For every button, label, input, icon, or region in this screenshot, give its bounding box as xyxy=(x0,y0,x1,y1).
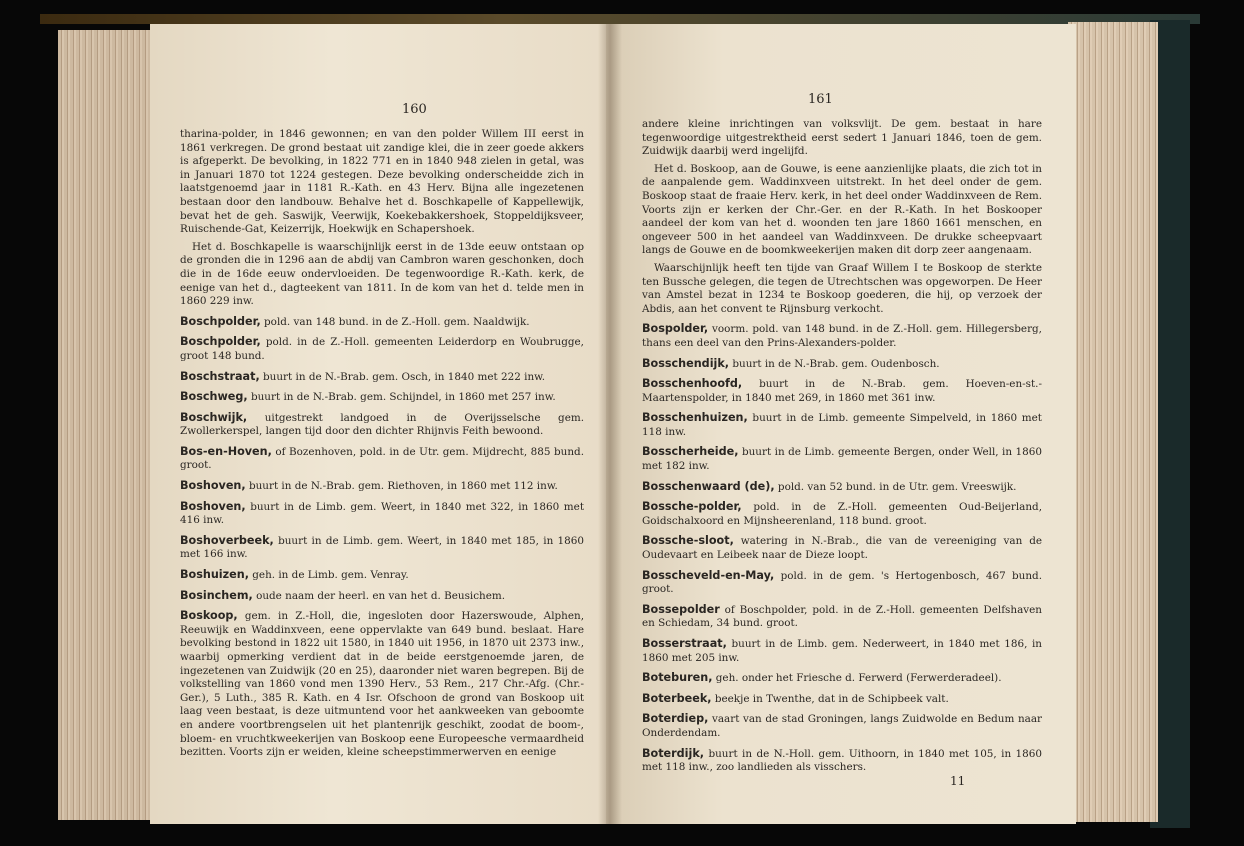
entry-headword: Bosschenhuizen, xyxy=(642,411,748,425)
entry-text: beekje in Twenthe, dat in de Schipbeek valt. xyxy=(714,692,949,705)
left-page xyxy=(150,24,608,824)
entry-text: Het d. Boskoop, aan de Gouwe, is eene aanzienlijke plaats, die zich tot in de aanpalende gem. Waddinxveen uitstrekt. In het deel onder de gem. Boskoop staat de fraaie Herv. kerk, in het deel onder Waddinxveen de Rem. Voorts zijn er kerken der Chr.-Ger. en der R.-Kath. In het Boskooper aandeel der kom van het d. woonden ten jare 1860 1661 menschen, en ongeveer 500 in het aandeel van Waddinxveen. De drukke scheepvaart langs de Gouwe en de boomkweekerijen maken dit dorp zeer aangenaam. xyxy=(642,162,1042,257)
right-page-edges xyxy=(1068,22,1158,822)
paragraph xyxy=(180,128,584,237)
entry-text: buurt in de N.-Brab. gem. Oudenbosch. xyxy=(732,357,940,370)
entry-headword: Bossche-polder, xyxy=(642,500,742,514)
dictionary-entry xyxy=(642,445,1042,473)
entry-text: geh. in de Limb. gem. Venray. xyxy=(252,569,409,582)
dictionary-entry xyxy=(180,390,584,405)
entry-headword: Boshoven, xyxy=(180,479,246,493)
entry-headword: Boskoop, xyxy=(180,609,238,623)
entry-text: of Boschpolder, pold. in de Z.-Holl. gemeenten Delfshaven en Schiedam, 34 bund. groot. xyxy=(642,603,1042,630)
page-number: 161 xyxy=(808,92,833,107)
signature-mark: 11 xyxy=(950,774,966,788)
dictionary-entry xyxy=(642,603,1042,631)
entry-text: pold. in de gem. 's Hertogenbosch, 467 bund. groot. xyxy=(642,569,1042,596)
entry-text: vaart van de stad Groningen, langs Zuidwolde en Bedum naar Onderdendam. xyxy=(642,713,1042,739)
entry-text: buurt in de N.-Brab. gem. Hoeven-en-st.-Maartenspolder, in 1840 met 269, in 1860 met 361 inw. xyxy=(642,378,1042,404)
book-gutter xyxy=(598,24,622,824)
dictionary-entry xyxy=(642,534,1042,562)
dictionary-entry xyxy=(180,479,584,494)
entry-headword: Boshuizen, xyxy=(180,568,249,582)
entry-headword: Boschstraat, xyxy=(180,369,260,383)
entry-text: buurt in de N.-Holl. gem. Uithoorn, in 1840 met 105, in 1860 met 118 inw., zoo landlieden als visschers. xyxy=(642,747,1042,774)
entry-text: buurt in de N.-Brab. gem. Riethoven, in 1860 met 112 inw. xyxy=(248,480,558,493)
paragraph xyxy=(642,163,1042,258)
dictionary-entry xyxy=(180,370,584,385)
dictionary-entry xyxy=(180,445,584,473)
entry-text: voorm. pold. van 148 bund. in de Z.-Holl. gem. Hillegersberg, thans een deel van den Prins-Alexanders-polder. xyxy=(642,323,1042,349)
entry-headword: Bossche-sloot, xyxy=(642,534,734,548)
dictionary-entry xyxy=(642,569,1042,597)
entry-headword: Bosschenhoofd, xyxy=(642,377,743,391)
entry-text: buurt in de N.-Brab. gem. Osch, in 1840 met 222 inw. xyxy=(263,370,546,383)
entry-text: buurt in de Limb. gemeente Bergen, onder Well, in 1860 met 182 inw. xyxy=(642,446,1042,473)
entry-text: pold. in de Z.-Holl. gemeenten Leiderdorp en Woubrugge, groot 148 bund. xyxy=(180,336,584,362)
paragraph xyxy=(180,241,584,309)
left-page-edges xyxy=(58,30,158,820)
entry-text: oude naam der heerl. en van het d. Beusichem. xyxy=(256,589,506,602)
entry-headword: Bosserstraat, xyxy=(642,637,727,650)
entry-text: Het d. Boschkapelle is waarschijnlijk eerst in de 13de eeuw ontstaan op de gronden die in 1296 aan de abdij van Cambron waren geschonken, doch die in de 16de eeuw ondervloeiden. De tegenwoordige R.-Kath. kerk, de eenige van het d., dagteekent van 1811. In de kom van het d. telde men in 1860 229 inw. xyxy=(180,240,584,308)
right-page-text xyxy=(642,118,1042,779)
entry-headword: Bospolder, xyxy=(642,322,709,336)
entry-text: tharina-polder, in 1846 gewonnen; en van den polder Willem III eerst in 1861 verkregen. De grond bestaat uit zandige klei, die in zeer goede akkers is afgeperkt. De bevolking, in 1822 771 en in 1840 948 zielen in getal, was in Januari 1870 tot 1224 gestegen. Deze bevolking onderscheidde zich in laatstgenoemd jaar in 1181 R.-Kath. en 43 Herv. Bijna alle ingezetenen bestaan door den landbouw. Behalve het d. Boschkapelle of Kappellewijk, bevat het de geh. Saswijk, Veerwijk, Koekebakkershoek, Stoppeldijksveer, Ruischende-Gat, Keizerrijk, Hoekwijk en Schapershoek. xyxy=(180,128,584,236)
entry-text: andere kleine inrichtingen van volksvlijt. De gem. bestaat in hare tegenwoordige uitgestrektheid eerst sedert 1 Januari 1846, toen de gem. Zuidwijk daarbij werd ingelijfd. xyxy=(642,118,1042,158)
dictionary-entry xyxy=(642,747,1042,775)
dictionary-entry xyxy=(642,692,1042,707)
dictionary-entry xyxy=(642,671,1042,686)
dictionary-entry xyxy=(642,322,1042,350)
page-number: 160 xyxy=(402,102,427,117)
entry-headword: Bosscheveld-en-May, xyxy=(642,568,775,582)
entry-text: uitgestrekt landgoed in de Overijsselsche gem. Zwollerkerspel, langen tijd door den dichter Rhijnvis Feith bewoond. xyxy=(180,411,584,438)
entry-text: buurt in de Limb. gem. Weert, in 1840 met 185, in 1860 met 166 inw. xyxy=(180,534,584,561)
entry-headword: Boterdiep, xyxy=(642,712,709,726)
dictionary-entry xyxy=(180,411,584,439)
entry-text: pold. in de Z.-Holl. gemeenten Oud-Beijerland, Goidschalxoord en Mijnsheerenland, 118 bund. groot. xyxy=(642,501,1042,527)
entry-headword: Boterdijk, xyxy=(642,746,705,760)
entry-text: Waarschijnlijk heeft ten tijde van Graaf Willem I te Boskoop de sterkte ten Bussche gelegen, die tegen de Utrechtschen was opgeworpen. De Heer van Amstel bezat in 1234 te Boskoop goederen, die hij, op verzoek der Abdis, aan het convent te Rijnsburg verkocht. xyxy=(642,261,1042,315)
paragraph xyxy=(642,118,1042,159)
entry-headword: Boschweg, xyxy=(180,390,248,404)
entry-headword: Boterbeek, xyxy=(642,691,712,705)
dictionary-entry xyxy=(180,500,584,528)
entry-text: buurt in de Limb. gem. Weert, in 1840 met 322, in 1860 met 416 inw. xyxy=(180,500,584,527)
entry-headword: Bosschenwaard (de), xyxy=(642,479,775,493)
dictionary-entry xyxy=(180,589,584,604)
book-cover-top xyxy=(40,14,1200,24)
entry-headword: Boshoverbeek, xyxy=(180,533,274,547)
entry-headword: Bosinchem, xyxy=(180,588,253,602)
entry-text: pold. van 148 bund. in de Z.-Holl. gem. Naaldwijk. xyxy=(264,315,530,328)
entry-headword: Bosscherheide, xyxy=(642,445,739,459)
entry-headword: Bos-en-Hoven, xyxy=(180,444,272,458)
entry-text: of Bozenhoven, pold. in de Utr. gem. Mijdrecht, 885 bund. groot. xyxy=(180,445,584,472)
entry-text: buurt in de Limb. gem. Nederweert, in 1840 met 186, in 1860 met 205 inw. xyxy=(642,638,1042,664)
left-page-text xyxy=(180,128,584,764)
dictionary-entry xyxy=(642,712,1042,740)
dictionary-entry xyxy=(180,568,584,583)
dictionary-entry xyxy=(180,609,584,760)
entry-headword: Boschwijk, xyxy=(180,410,248,424)
entry-text: geh. onder het Friesche d. Ferwerd (Ferwerderadeel). xyxy=(715,672,1002,685)
entry-headword: Boshoven, xyxy=(180,499,246,513)
right-page xyxy=(606,24,1076,824)
dictionary-entry xyxy=(642,480,1042,495)
dictionary-entry xyxy=(642,500,1042,528)
entry-text: pold. van 52 bund. in de Utr. gem. Vreeswijk. xyxy=(777,480,1017,493)
dictionary-entry xyxy=(642,377,1042,405)
dictionary-entry xyxy=(642,357,1042,372)
entry-text: gem. in Z.-Holl, die, ingesloten door Hazerswoude, Alphen, Reeuwijk en Waddinxveen, eene oppervlakte van 649 bund. beslaat. Hare bevolking bestond in 1822 uit 1580, in 1840 uit 1956, in 1870 uit 2373 inw., waarbij opmerking verdient dat in de beide eerstgenoemde jaren, de ingezetenen van Zuidwijk (20 en 25), daaronder niet waren begrepen. Bij de volkstelling van 1860 vond men 1390 Herv., 53 Rem., 217 Chr.-Afg. (Chr.-Ger.), 5 Luth., 385 R. Kath. en 4 Isr. Ofschoon de grond van Boskoop uit laag veen bestaat, is deze uitmuntend voor het aankweeken van geboomte en andere voortbrengselen uit het plantenrijk geschikt, zoodat de boom-, bloem- en vruchtkweekerijen van Boskoop eene Europeesche vermaardheid bezitten. Voorts zijn er weiden, kleine scheepstimmerwerven en eenige xyxy=(180,610,585,759)
dictionary-entry xyxy=(180,335,584,363)
entry-headword: Boschpolder, xyxy=(180,335,261,349)
entry-text: buurt in de Limb. gemeente Simpelveld, in 1860 met 118 inw. xyxy=(642,412,1042,438)
entry-headword: Boschpolder, xyxy=(180,314,261,328)
dictionary-entry xyxy=(642,411,1042,439)
entry-headword: Boteburen, xyxy=(642,671,713,685)
entry-text: buurt in de N.-Brab. gem. Schijndel, in 1860 met 257 inw. xyxy=(250,391,556,404)
entry-headword: Bossepolder xyxy=(642,602,720,616)
entry-text: watering in N.-Brab., die van de vereeniging van de Oudevaart en Leibeek naar de Dieze loopt. xyxy=(642,535,1042,562)
entry-headword: Bosschendijk, xyxy=(642,356,730,370)
dictionary-entry xyxy=(642,637,1042,665)
dictionary-entry xyxy=(180,534,584,562)
paragraph xyxy=(642,262,1042,316)
dictionary-entry xyxy=(180,315,584,330)
